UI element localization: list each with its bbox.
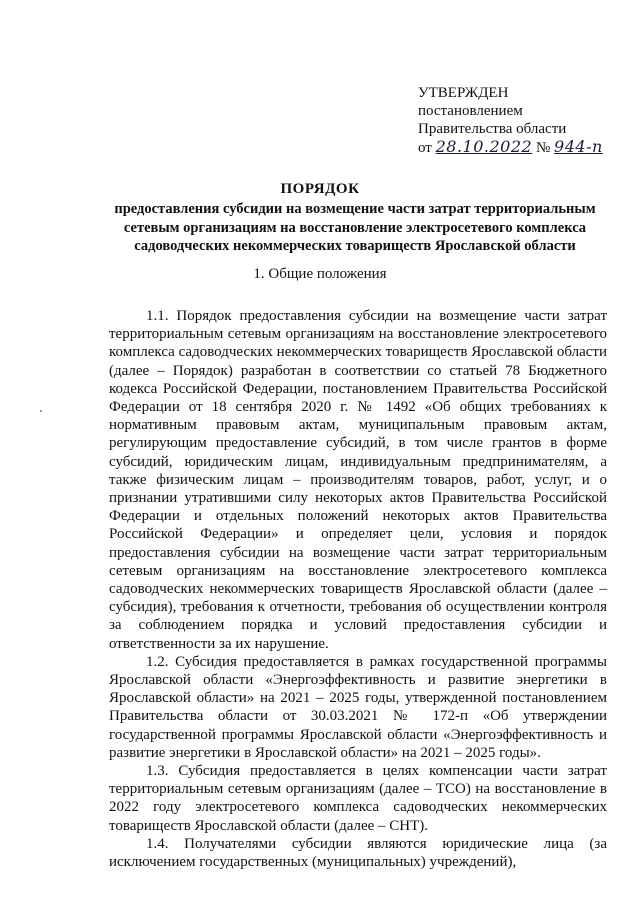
scan-speck — [40, 410, 42, 412]
document-title: ПОРЯДОК — [280, 181, 360, 197]
paragraph-1-1: 1.1. Порядок предоставления субсидии на возмещение части затрат территориальным сетевым организациям на восстановление электросетевого комплекса садоводческих некоммерческих товариществ Ярославской области (далее – Порядок) разработан в соответствии со статьей 78 Бюджетного кодекса Российской Федерации, постановлением Правительства Российской Федерации от 18 сентября 2020 г. № 1492 «Об общих требованиях к нормативным правовым актам, муниципальным правовым актам, регулирующим предоставление субсидий, в том числе грантов в форме субсидий, юридическим лицам, индивидуальным предпринимателям, а также физическим лицам – производителям товаров, работ, услуг, и о признании утратившими силу некоторых актов Правительства Российской Федерации и отдельных положений некоторых актов Правительства Российской Федерации» и определяет цели, условия и порядок предоставления субсидии на возмещение части затрат территориальным сетевым организациям на восстановление электросетевого комплекса садоводческих некоммерческих товариществ Ярославской области (далее – субсидия), требования к отчетности, требования об осуществлении контроля за соблюдением порядка и условий предоставления субсидии и ответственности за их нарушение. — [109, 308, 607, 652]
approval-from-label: от — [418, 140, 432, 156]
paragraph-1-2: 1.2. Субсидия предоставляется в рамках государственной программы Ярославской области «Энергоэффективность и развитие энергетики в Ярославской области» на 2021 – 2025 годы, утвержденной постановлением Правительства области от 30.03.2021 № 172-п «Об утверждении государственной программы Ярославской области «Энергоэффективность и развитие энергетики в Ярославской области» на 2021 – 2025 годы». — [109, 653, 607, 761]
approval-number-label: № — [535, 140, 551, 156]
approval-line-decree: постановлением — [418, 103, 523, 119]
approval-line-government: Правительства области — [418, 121, 567, 137]
approval-number-handwritten: 944-п — [554, 137, 603, 156]
document-subtitle: предоставления субсидии на возмещение части затрат территориальным сетевым организациям на восстановление электросетевого комплекса садоводческих некоммерческих товариществ Ярославской области — [114, 201, 596, 254]
approval-block — [418, 84, 628, 157]
section-heading: 1. Общие положения — [253, 266, 387, 282]
approval-date-handwritten: 28.10.2022 — [435, 137, 533, 156]
document-body — [109, 307, 607, 871]
approval-date-number-line — [418, 138, 628, 157]
paragraph-1-4: 1.4. Получателями субсидии являются юридические лица (за исключением государственных (муниципальных) учреждений), — [109, 835, 607, 871]
approval-title: УТВЕРЖДЕН — [418, 85, 509, 101]
paragraph-1-3: 1.3. Субсидия предоставляется в целях компенсации части затрат территориальным сетевым организациям (далее – ТСО) на восстановление в 2022 году электросетевого комплекса садоводческих некоммерческих товариществ Ярославской области (далее – СНТ). — [109, 763, 607, 834]
